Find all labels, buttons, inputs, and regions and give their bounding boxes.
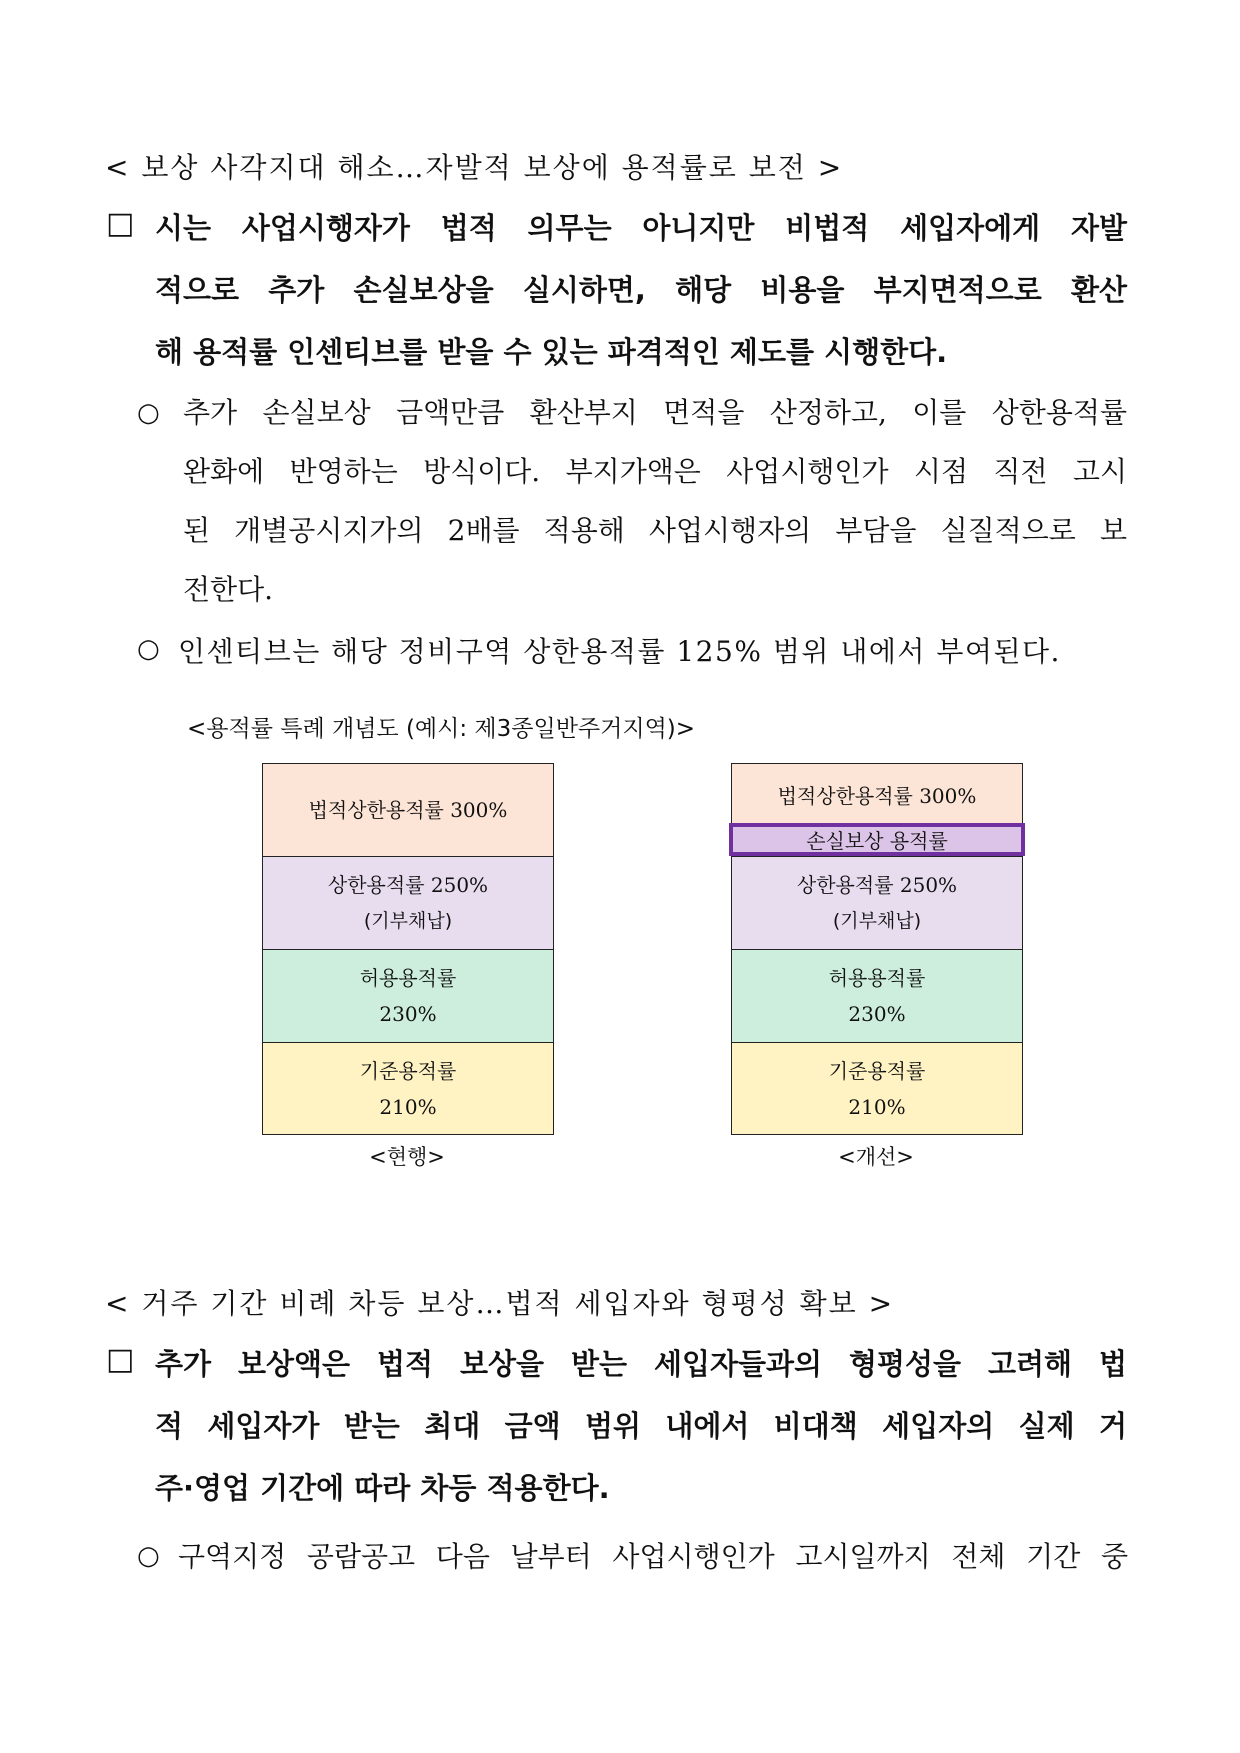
main-paragraph — [155, 197, 1127, 383]
bullet-line: 구역지정 공람공고 다음 날부터 사업시행인가 고시일까지 전체 기간 중 — [178, 1540, 1128, 1573]
section-heading: < 보상 사각지대 해소…자발적 보상에 용적률로 보전 > — [105, 151, 844, 184]
segment-label: 법적상한용적률 300% — [308, 798, 508, 822]
circle-bullet-icon: ○ — [137, 398, 160, 428]
segment-label: 법적상한용적률 300% — [777, 784, 977, 808]
loss-compensation-highlight: 손실보상 용적률 — [729, 823, 1025, 856]
main-paragraph-line: 적 세입자가 받는 최대 금액 범위 내에서 비대책 세입자의 실제 거 — [155, 1409, 1127, 1443]
segment-label: 기준용적률 — [828, 1058, 926, 1083]
stack-segment-upper — [732, 857, 1022, 950]
segment-label: 상한용적률 250% — [327, 873, 489, 897]
current-stack — [262, 763, 554, 1135]
stack-segment-base — [732, 1043, 1022, 1134]
diagram-title: <용적률 특례 개념도 (예시: 제3종일반주거지역)> — [187, 716, 696, 742]
stack-segment-legal-max — [263, 764, 553, 857]
segment-label: 기준용적률 — [359, 1058, 457, 1083]
main-paragraph-line: 시는 사업시행자가 법적 의무는 아니지만 비법적 세입자에게 자발 — [155, 211, 1127, 245]
main-paragraph-line: 적으로 추가 손실보상을 실시하면, 해당 비용을 부지면적으로 환산 — [155, 273, 1127, 307]
current-caption: <현행> — [369, 1145, 445, 1169]
section-heading: < 거주 기간 비례 차등 보상…법적 세입자와 형평성 확보 > — [105, 1287, 895, 1320]
main-paragraph — [155, 1333, 1127, 1519]
segment-sublabel: (기부채납) — [832, 910, 922, 932]
segment-sublabel: 230% — [848, 1002, 906, 1026]
stack-segment-base — [263, 1043, 553, 1134]
stack-segment-allowed — [732, 950, 1022, 1043]
stack-segment-upper — [263, 857, 553, 950]
bullet-line: 된 개별공시지가의 2배를 적용해 사업시행자의 부담을 실질적으로 보 — [183, 514, 1127, 547]
segment-sublabel: 210% — [379, 1094, 437, 1119]
improved-stack — [731, 763, 1023, 1135]
stack-segment-allowed — [263, 950, 553, 1043]
bullet-line: 인센티브는 해당 정비구역 상한용적률 125% 범위 내에서 부여된다. — [178, 635, 1061, 668]
segment-label: 상한용적률 250% — [796, 873, 958, 897]
bullet-paragraph — [183, 383, 1127, 619]
checkbox-square-icon: □ — [106, 1342, 135, 1377]
circle-bullet-icon: ○ — [137, 1541, 160, 1571]
main-paragraph-line: 해 용적률 인센티브를 받을 수 있는 파격적인 제도를 시행한다. — [155, 335, 948, 369]
segment-label: 허용용적률 — [359, 966, 457, 990]
bullet-line: 전한다. — [183, 573, 274, 606]
main-paragraph-line: 추가 보상액은 법적 보상을 받는 세입자들과의 형평성을 고려해 법 — [155, 1347, 1127, 1381]
segment-label: 허용용적률 — [828, 966, 926, 990]
segment-sublabel: 210% — [848, 1094, 906, 1119]
main-paragraph-line: 주·영업 기간에 따라 차등 적용한다. — [155, 1471, 610, 1505]
segment-sublabel: (기부채납) — [363, 910, 453, 932]
bullet-paragraph — [178, 622, 1138, 681]
bullet-paragraph — [178, 1527, 1128, 1586]
circle-bullet-icon: ○ — [137, 634, 160, 664]
bullet-line: 완화에 반영하는 방식이다. 부지가액은 사업시행인가 시점 직전 고시 — [183, 455, 1127, 488]
segment-sublabel: 230% — [379, 1002, 437, 1026]
bullet-line: 추가 손실보상 금액만큼 환산부지 면적을 산정하고, 이를 상한용적률 — [183, 396, 1127, 429]
improved-caption: <개선> — [838, 1145, 914, 1169]
checkbox-square-icon: □ — [106, 206, 135, 241]
